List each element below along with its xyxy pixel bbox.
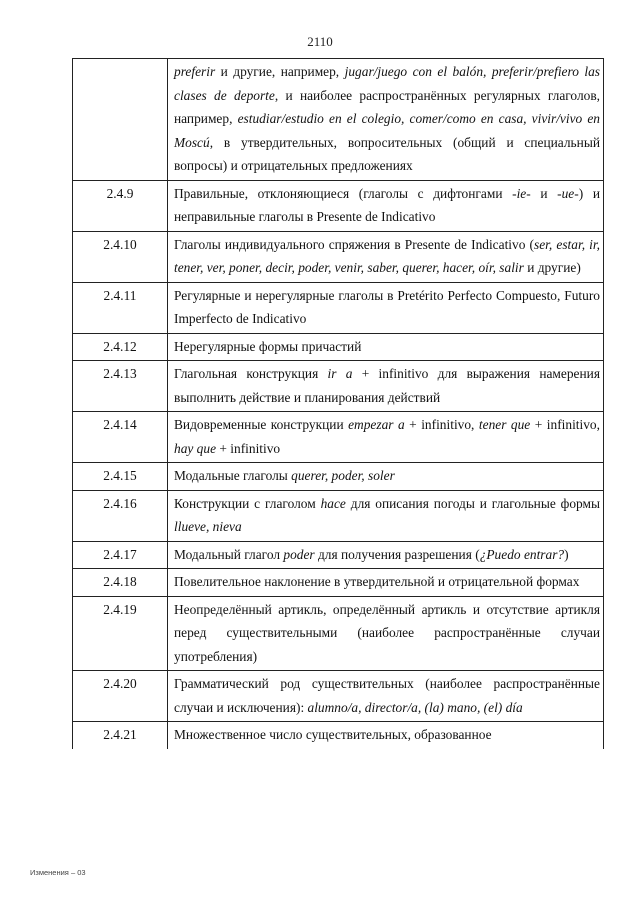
description-text: Повелительное наклонение в утвердительной и отрицательной формах [174, 574, 580, 589]
spanish-example-text: -ie- [512, 185, 531, 201]
spanish-example-text: llueve, nieva [174, 519, 242, 534]
description-text: Модальные глаголы [174, 468, 292, 483]
spanish-example-text: ser, estar, ir, tener, ver, poner, decir, poder, venir, saber, querer, hacer, oír, salir [174, 236, 600, 275]
table-row [73, 596, 604, 671]
section-text-cell [168, 412, 604, 463]
section-text-cell [168, 231, 604, 282]
description-text: Регулярные и нерегулярные глаголы в Pretérito Perfecto Compuesto, Futuro Imperfecto de Indicativo [174, 287, 600, 326]
section-text-cell [168, 463, 604, 491]
section-number-cell: 2.4.11 [73, 282, 168, 333]
spanish-example-text: preferir [174, 64, 216, 79]
section-number-cell: 2.4.18 [73, 569, 168, 597]
spanish-example-text: -ue- [557, 185, 579, 201]
description-text: и [530, 185, 558, 201]
description-text: и другие, например, [215, 64, 345, 79]
table-row [73, 412, 604, 463]
footer-revision: Изменения – 03 [30, 868, 86, 877]
table-row [73, 282, 604, 333]
table-row [73, 180, 604, 231]
description-text: и другие) [523, 260, 581, 275]
section-number-cell: 2.4.15 [73, 463, 168, 491]
section-text-cell [168, 333, 604, 361]
description-text: Видовременные конструкции [174, 417, 349, 432]
table-row [73, 541, 604, 569]
section-text-cell [168, 596, 604, 671]
spanish-example-text: alumno/a, director/a, (la) mano, (el) día [307, 699, 523, 715]
description-text: Глагольная конструкция [174, 366, 328, 381]
description-text: ) [564, 546, 569, 562]
spanish-example-text: hace [320, 495, 346, 511]
table-body [73, 59, 604, 749]
section-text-cell [168, 282, 604, 333]
section-text-cell [168, 490, 604, 541]
section-text-cell [168, 722, 604, 749]
curriculum-table [72, 58, 604, 749]
spanish-example-text: estudiar/estudio en el colegio, comer/como en casa, vivir/vivo en Moscú [174, 111, 600, 150]
description-text: + infinitivo [216, 440, 281, 456]
section-number-cell: 2.4.14 [73, 412, 168, 463]
section-text-cell [168, 180, 604, 231]
table-row [73, 59, 604, 181]
page-number: 2110 [307, 34, 333, 49]
description-text: для описания погоды и глагольные формы [345, 495, 601, 511]
section-number-cell: 2.4.19 [73, 596, 168, 671]
table-row [73, 490, 604, 541]
description-text: Неопределённый артикль, определённый артикль и отсутствие артикля перед существительными (наиболее распространённые случаи употребления) [174, 601, 600, 664]
spanish-example-text: empezar a [348, 417, 405, 432]
spanish-example-text: poder [283, 546, 315, 562]
spanish-example-text: querer, poder, soler [291, 468, 395, 483]
description-text: Множественное число существительных, образованное [174, 727, 492, 742]
spanish-example-text: jugar/juego con el balón, preferir/prefiero las clases de deporte [174, 64, 600, 103]
section-number-cell: 2.4.21 [73, 722, 168, 749]
description-text: Нерегулярные формы причастий [174, 338, 362, 354]
section-text-cell [168, 59, 604, 181]
table-row [73, 333, 604, 361]
spanish-example-text: ¿Puedo entrar? [479, 546, 565, 562]
section-number-cell: 2.4.20 [73, 671, 168, 722]
section-number-cell: 2.4.13 [73, 361, 168, 412]
description-text: для получения разрешения ( [314, 546, 480, 562]
table-row [73, 569, 604, 597]
description-text: Модальный глагол [174, 546, 284, 562]
section-number-cell: 2.4.12 [73, 333, 168, 361]
description-text: ) и неправильные глаголы в Presente de Indicativo [174, 185, 600, 224]
spanish-example-text: hay que [174, 440, 217, 456]
description-text: , и наиболее распространённых регулярных глаголов, например, [174, 87, 600, 126]
section-number-cell: 2.4.16 [73, 490, 168, 541]
spanish-example-text: ir a [327, 366, 353, 381]
section-number-cell: 2.4.17 [73, 541, 168, 569]
table-row [73, 671, 604, 722]
description-text: + infinitivo, [530, 417, 600, 432]
description-text: Правильные, отклоняющиеся (глаголы с дифтонгами [174, 185, 513, 201]
description-text: + infinitivo для выражения намерения выполнить действие и планирования действий [174, 366, 600, 405]
section-text-cell [168, 361, 604, 412]
table-row [73, 722, 604, 749]
table-row [73, 463, 604, 491]
description-text: Грамматический род существительных (наиболее распространённые случаи и исключения): [174, 676, 600, 715]
section-text-cell [168, 569, 604, 597]
description-text: Конструкции с глаголом [174, 495, 321, 511]
description-text: + infinitivo, [404, 417, 479, 432]
section-number-cell [73, 59, 168, 181]
section-text-cell [168, 541, 604, 569]
section-number-cell: 2.4.10 [73, 231, 168, 282]
description-text: , в утвердительных, вопросительных (общий и специальный вопросы) и отрицательных предложениях [174, 134, 600, 173]
description-text: Глаголы индивидуального спряжения в Presente de Indicativo ( [174, 236, 535, 252]
section-text-cell [168, 671, 604, 722]
section-number-cell: 2.4.9 [73, 180, 168, 231]
table-row [73, 361, 604, 412]
spanish-example-text: tener que [478, 417, 531, 432]
table-row [73, 231, 604, 282]
